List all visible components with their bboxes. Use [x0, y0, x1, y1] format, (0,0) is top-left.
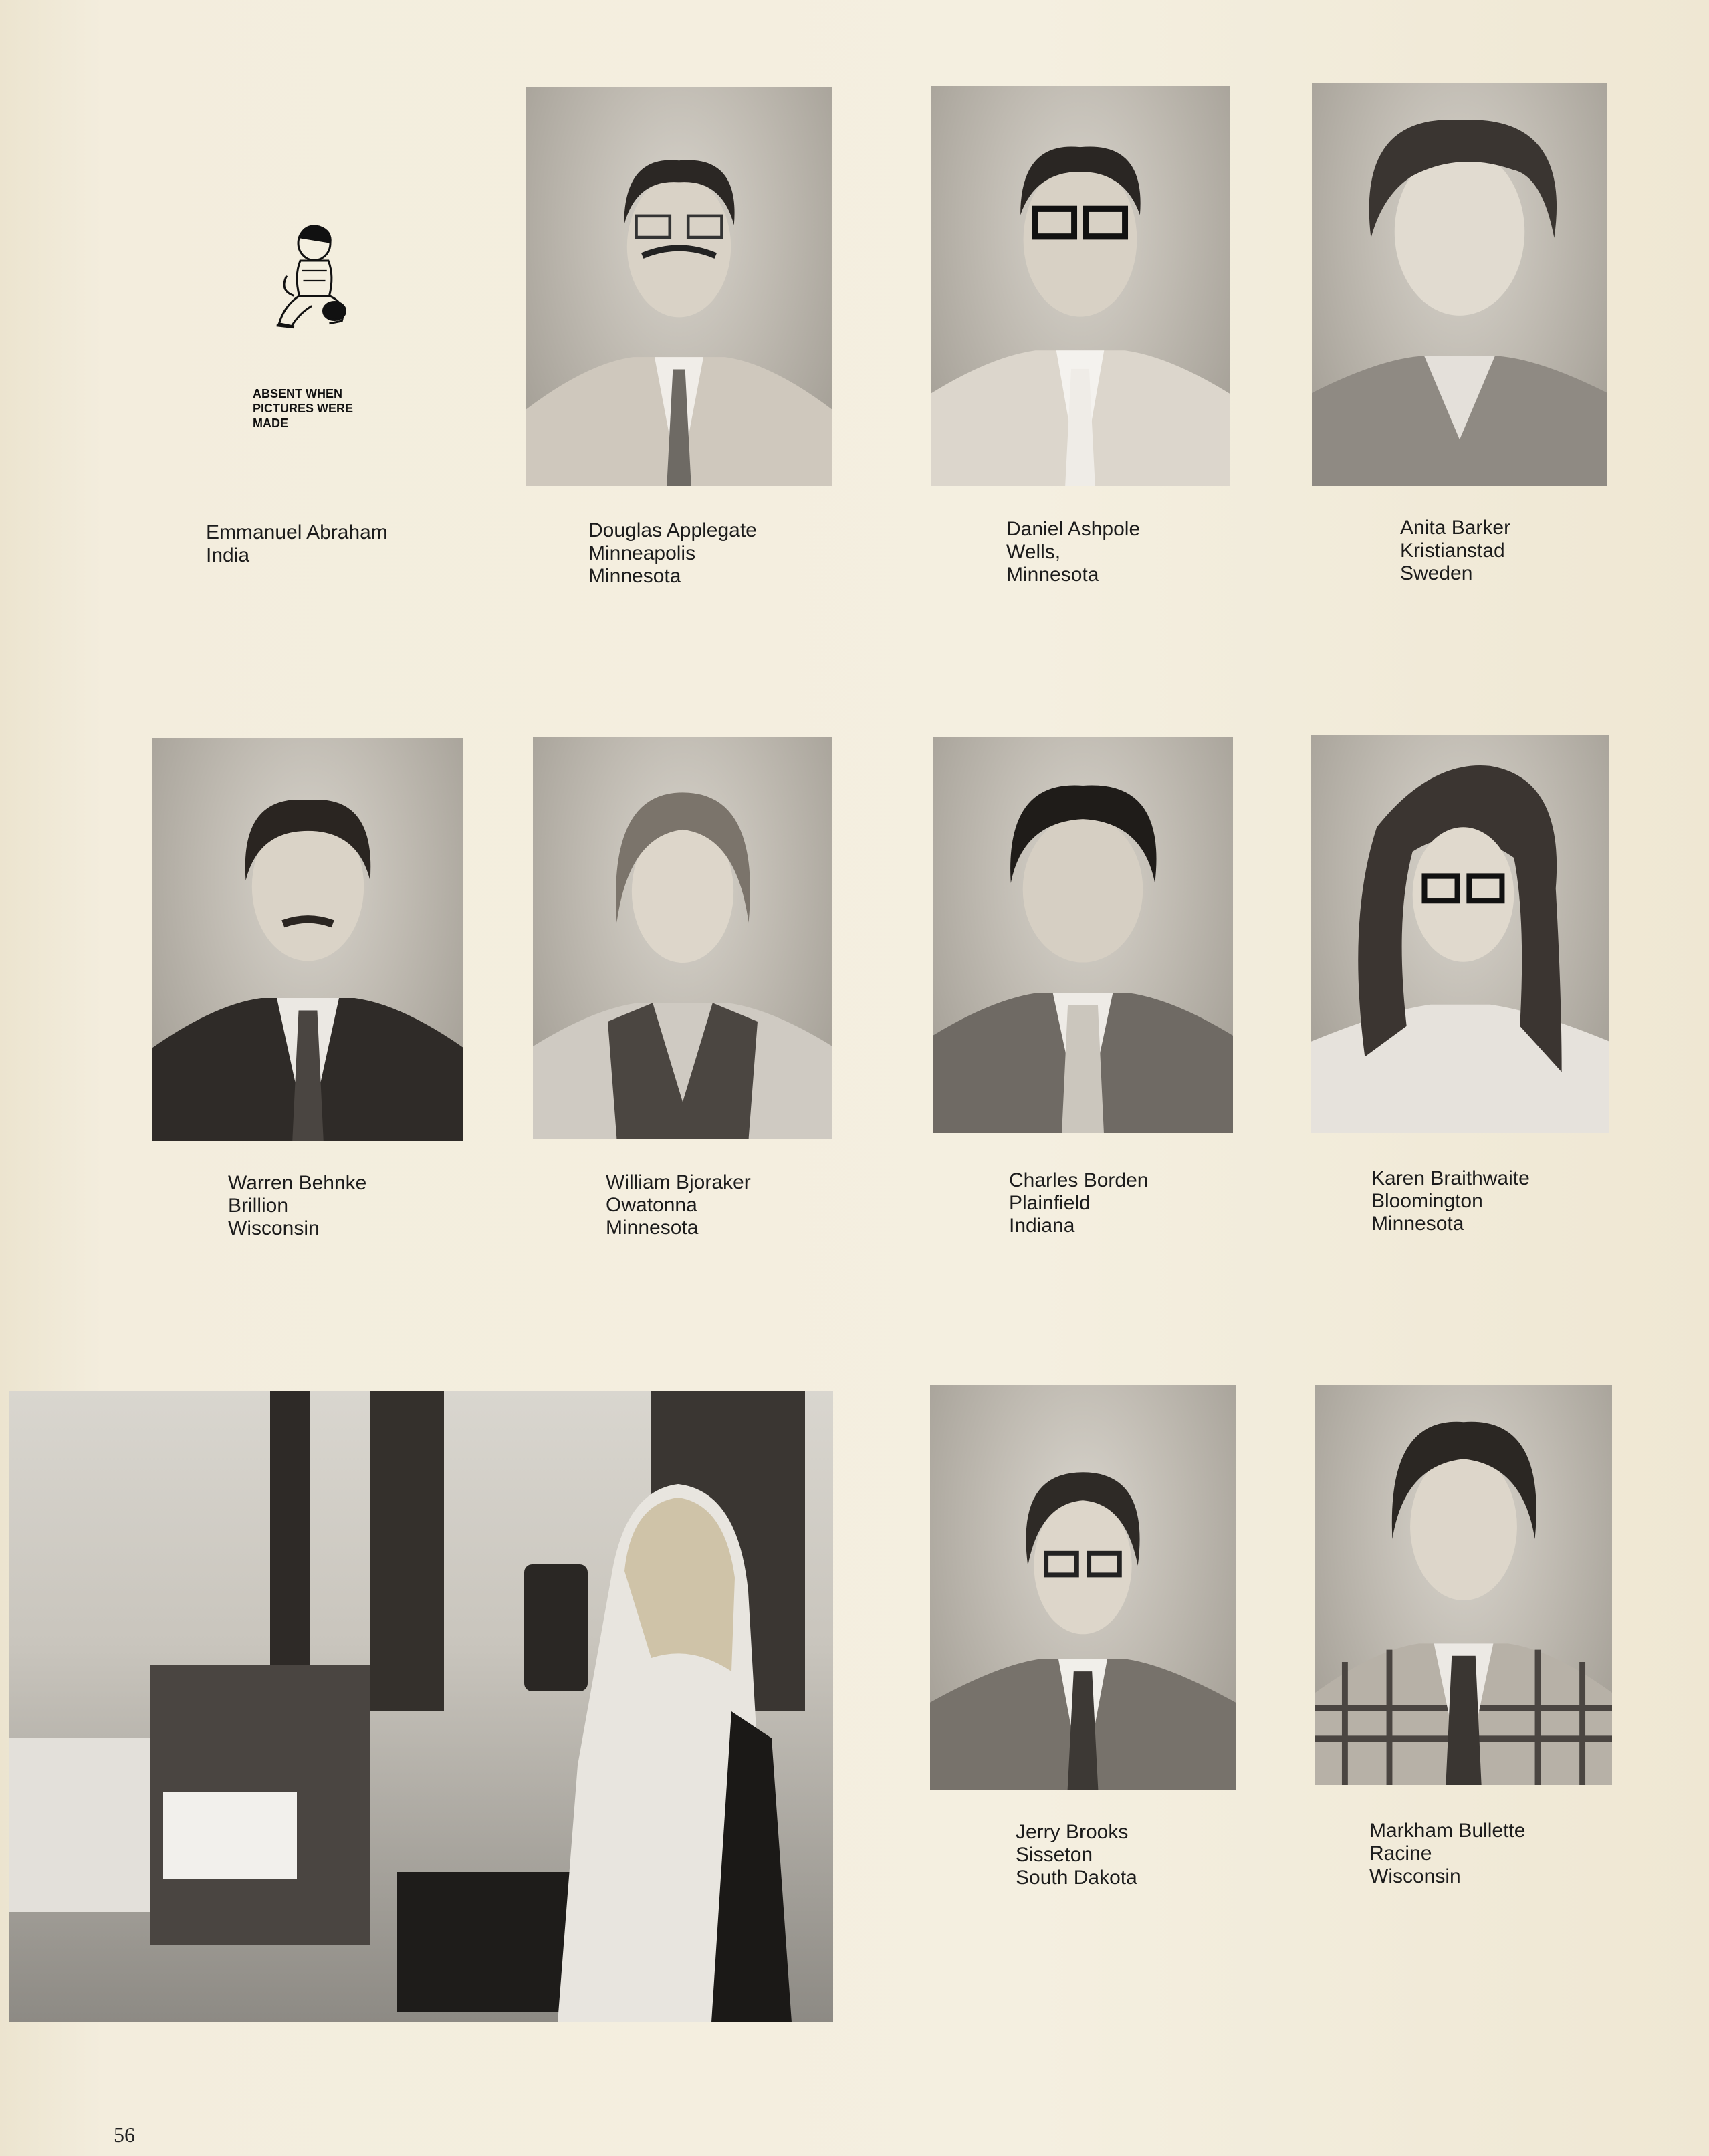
person-state: South Dakota	[1016, 1867, 1137, 1889]
portrait-photo	[1312, 83, 1607, 486]
person-hometown: Sisseton	[1016, 1844, 1093, 1866]
caption-charles-borden	[1009, 1169, 1148, 1237]
portrait-photo	[526, 87, 832, 486]
person-name: Warren Behnke	[228, 1172, 367, 1194]
caption-anita-barker	[1400, 517, 1510, 585]
caption-warren-behnke	[228, 1172, 366, 1240]
caption-daniel-ashpole	[1006, 518, 1140, 586]
person-name: Anita Barker	[1400, 517, 1511, 539]
person-state: Minnesota	[588, 565, 681, 587]
person-hometown: Kristianstad	[1400, 540, 1505, 562]
portrait-photo	[152, 738, 463, 1141]
caption-emmanuel-abraham	[206, 521, 388, 567]
person-hometown: Minneapolis	[588, 542, 696, 564]
person-name: Daniel Ashpole	[1006, 518, 1141, 540]
absent-line-1: ABSENT WHEN	[253, 387, 342, 400]
absent-notice	[253, 386, 353, 431]
caption-william-bjoraker	[606, 1171, 751, 1239]
page-number: 56	[114, 2123, 135, 2147]
person-state: Wisconsin	[1369, 1865, 1461, 1887]
person-hometown: Bloomington	[1371, 1190, 1483, 1212]
caption-douglas-applegate	[588, 519, 757, 588]
caption-karen-braithwaite	[1371, 1167, 1530, 1235]
person-hometown: Wells,	[1006, 541, 1061, 563]
person-hometown: India	[206, 544, 250, 566]
person-state: Minnesota	[606, 1217, 699, 1239]
person-name: Emmanuel Abraham	[206, 521, 388, 544]
caption-jerry-brooks	[1016, 1821, 1137, 1889]
person-name: Markham Bullette	[1369, 1820, 1526, 1842]
person-state: Minnesota	[1006, 564, 1099, 586]
absent-line-3: MADE	[253, 416, 288, 430]
person-hometown: Racine	[1369, 1842, 1432, 1865]
person-hometown: Brillion	[228, 1195, 289, 1217]
person-state: Indiana	[1009, 1215, 1075, 1237]
person-state: Wisconsin	[228, 1217, 320, 1239]
portrait-photo	[933, 737, 1233, 1133]
portrait-photo	[533, 737, 832, 1139]
person-name: William Bjoraker	[606, 1171, 751, 1193]
person-name: Douglas Applegate	[588, 519, 757, 542]
portrait-photo	[1315, 1385, 1612, 1785]
person-state: Minnesota	[1371, 1213, 1464, 1235]
person-country: Sweden	[1400, 562, 1473, 584]
person-name: Karen Braithwaite	[1371, 1167, 1530, 1189]
caption-markham-bullette	[1369, 1820, 1525, 1888]
portrait-photo	[1311, 735, 1609, 1133]
person-name: Jerry Brooks	[1016, 1821, 1129, 1843]
person-hometown: Plainfield	[1009, 1192, 1091, 1214]
person-hometown: Owatonna	[606, 1194, 697, 1216]
portrait-photo	[930, 1385, 1236, 1790]
person-name: Charles Borden	[1009, 1169, 1149, 1191]
candid-photo	[9, 1391, 833, 2022]
absent-line-2: PICTURES WERE	[253, 402, 354, 415]
portrait-photo	[931, 86, 1230, 486]
